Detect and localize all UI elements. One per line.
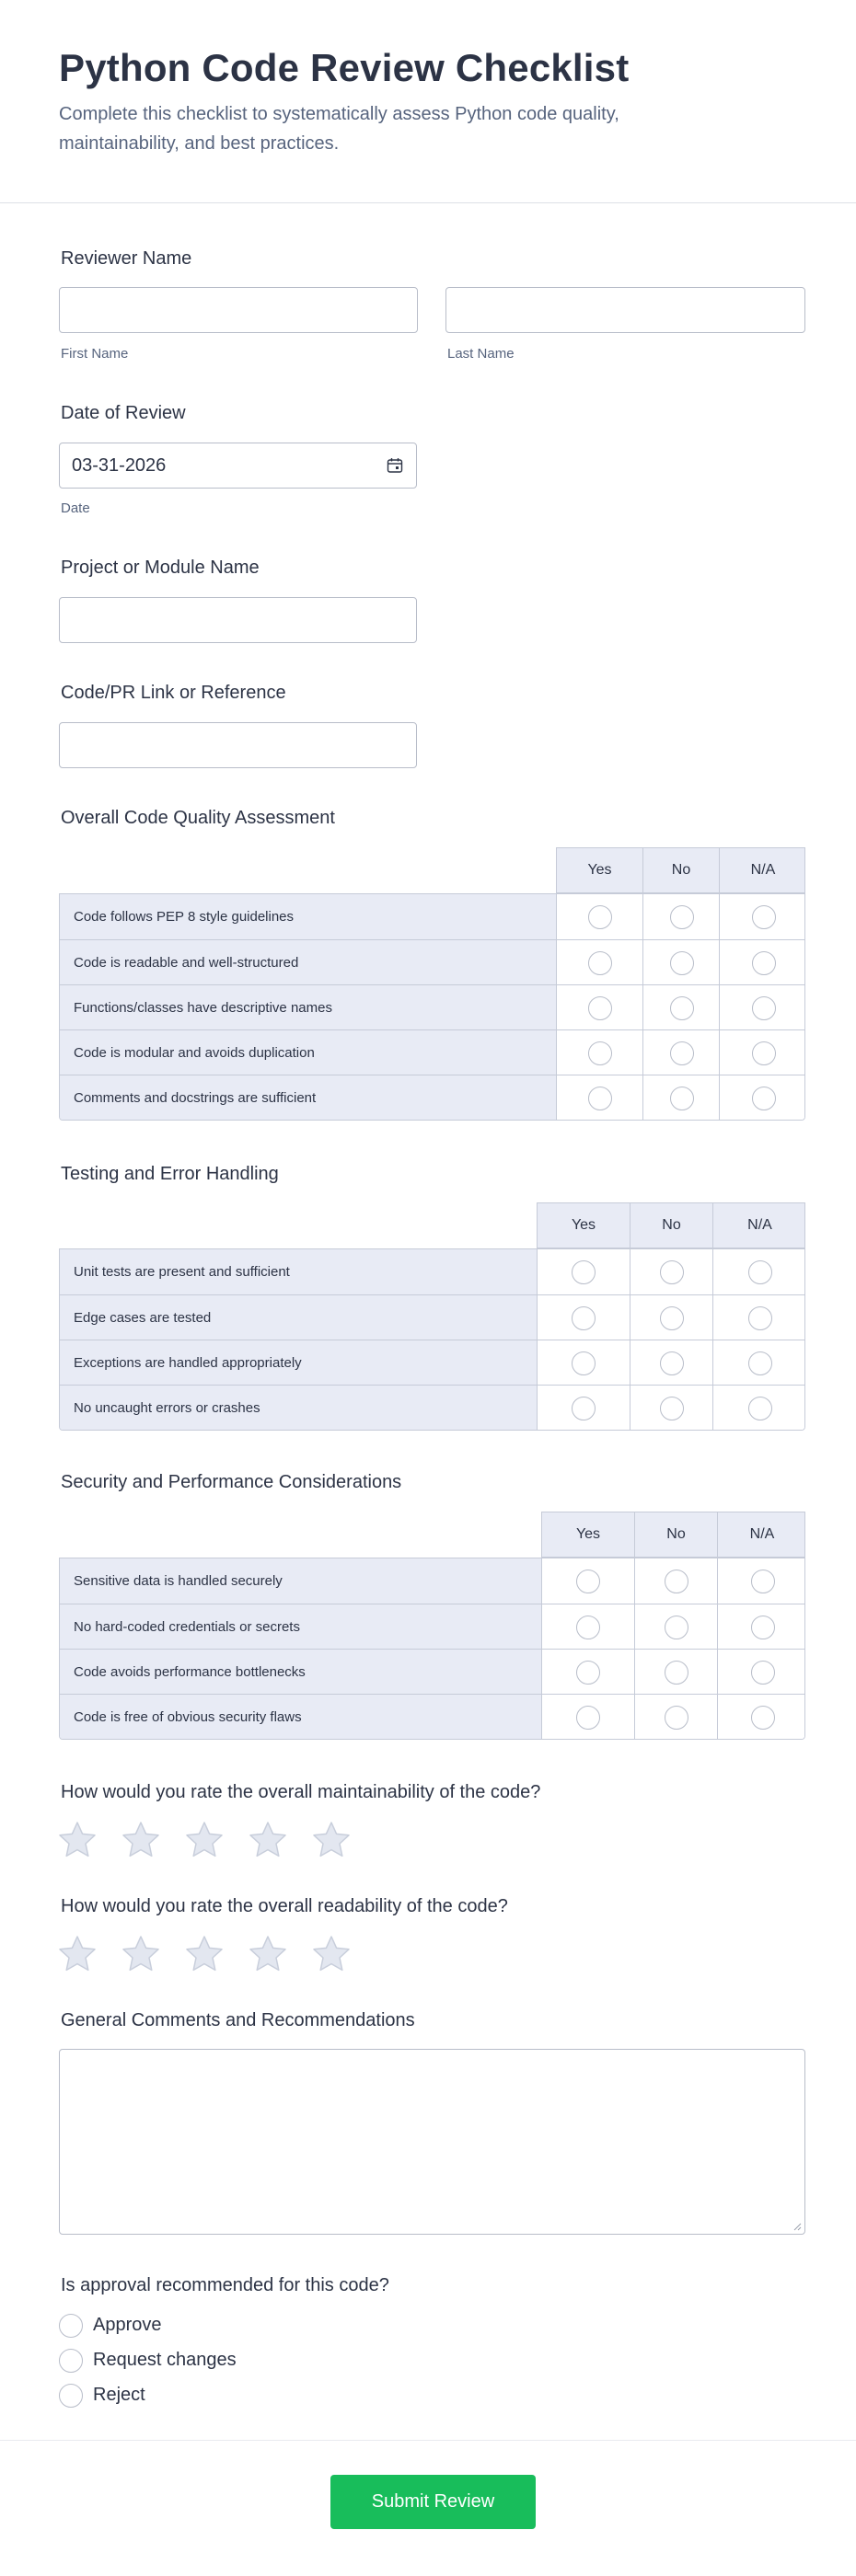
table-row [60,939,804,984]
matrix-cell [542,1695,634,1740]
readability-rating-label: How would you rate the overall readability of the code? [61,1896,508,1916]
matrix-cell [630,1249,712,1294]
matrix-cell [712,1295,805,1340]
last-name-sublabel: Last Name [447,346,515,362]
star-icon[interactable] [184,1820,225,1860]
approval-option-label: Approve [93,2315,162,2335]
quality-matrix-body [59,893,805,1121]
matrix-cell [712,1340,805,1386]
matrix-cell [557,1030,642,1075]
matrix-cell [538,1340,630,1386]
calendar-icon[interactable] [387,457,403,474]
matrix-cell [634,1604,717,1650]
radio-button[interactable] [59,2314,83,2338]
form-title: Python Code Review Checklist [59,46,630,89]
table-row [60,1340,804,1385]
star-icon[interactable] [248,1820,288,1860]
row-label: Code is readable and well-structured [60,940,557,985]
matrix-cell [542,1650,634,1695]
radio-no[interactable] [660,1260,684,1284]
matrix-cell [719,1030,805,1075]
approval-option-label: Request changes [93,2350,237,2370]
quality-matrix-header [556,847,805,893]
table-row [60,1029,804,1075]
radio-yes[interactable] [576,1661,600,1685]
matrix-cell [712,1249,805,1294]
matrix-cell [717,1650,805,1695]
security-matrix-body [59,1558,805,1740]
matrix-cell [557,1075,642,1121]
star-icon[interactable] [311,1820,352,1860]
radio-yes[interactable] [588,996,612,1020]
matrix-cell [642,1075,719,1121]
code-reference-label: Code/PR Link or Reference [61,683,286,703]
matrix-cell [642,985,719,1030]
column-header-no: No [630,1203,712,1248]
radio-na[interactable] [751,1661,775,1685]
row-label: Code avoids performance bottlenecks [60,1650,542,1695]
radio-yes[interactable] [572,1260,596,1284]
resize-grip-icon[interactable] [792,2222,802,2231]
radio-yes[interactable] [576,1570,600,1593]
approval-option-reject[interactable] [59,2384,335,2408]
radio-no[interactable] [670,951,694,975]
table-row [60,984,804,1029]
matrix-cell [717,1558,805,1604]
matrix-cell [717,1604,805,1650]
testing-matrix-label: Testing and Error Handling [61,1164,279,1184]
radio-no[interactable] [665,1706,688,1730]
matrix-cell [719,985,805,1030]
row-label: No uncaught errors or crashes [60,1386,538,1431]
testing-matrix [59,1202,805,1431]
review-date-sublabel: Date [61,500,90,516]
radio-na[interactable] [748,1306,772,1330]
column-header-no: No [634,1512,717,1557]
radio-yes[interactable] [588,951,612,975]
radio-na[interactable] [752,1041,776,1065]
row-label: Sensitive data is handled securely [60,1558,542,1604]
last-name-input[interactable] [445,287,805,333]
radio-no[interactable] [665,1570,688,1593]
radio-no[interactable] [670,1041,694,1065]
review-date-label: Date of Review [61,403,186,423]
column-header-n-a: N/A [712,1203,806,1248]
maintainability-star-rating [57,1820,370,1860]
security-matrix [59,1512,805,1740]
radio-yes[interactable] [572,1351,596,1375]
table-row [60,1294,804,1340]
radio-na[interactable] [752,905,776,929]
form-header [0,0,856,203]
reviewer-name-label: Reviewer Name [61,248,192,269]
radio-no[interactable] [670,1087,694,1110]
radio-no[interactable] [660,1397,684,1420]
radio-no[interactable] [660,1351,684,1375]
review-date-value: 03-31-2026 [72,455,167,476]
table-row [60,1604,804,1649]
matrix-cell [557,985,642,1030]
matrix-cell [719,894,805,939]
approval-option-request-changes[interactable] [59,2349,335,2373]
quality-matrix-label: Overall Code Quality Assessment [61,808,335,828]
row-label: Functions/classes have descriptive names [60,985,557,1030]
row-label: Edge cases are tested [60,1295,538,1340]
table-row [60,1385,804,1430]
radio-na[interactable] [748,1260,772,1284]
first-name-sublabel: First Name [61,346,129,362]
radio-na[interactable] [748,1397,772,1420]
security-matrix-header [541,1512,805,1558]
row-label: Exceptions are handled appropriately [60,1340,538,1386]
matrix-cell [642,1030,719,1075]
star-icon[interactable] [121,1934,161,1974]
row-label: Code is modular and avoids duplication [60,1030,557,1075]
table-row [60,1649,804,1694]
radio-no[interactable] [665,1661,688,1685]
star-icon[interactable] [248,1934,288,1974]
star-icon[interactable] [311,1934,352,1974]
row-label: No hard-coded credentials or secrets [60,1604,542,1650]
matrix-cell [717,1695,805,1740]
quality-matrix [59,847,805,1121]
matrix-cell [542,1604,634,1650]
matrix-cell [719,940,805,985]
testing-matrix-header [537,1202,805,1248]
radio-no[interactable] [660,1306,684,1330]
radio-button[interactable] [59,2384,83,2408]
matrix-cell [630,1295,712,1340]
matrix-cell [719,1075,805,1121]
star-icon[interactable] [57,1820,98,1860]
radio-yes[interactable] [576,1616,600,1639]
radio-no[interactable] [670,996,694,1020]
radio-no[interactable] [665,1616,688,1639]
approval-label: Is approval recommended for this code? [61,2275,389,2295]
row-label: Code is free of obvious security flaws [60,1695,542,1740]
approval-option-approve[interactable] [59,2314,335,2338]
table-row [60,1249,804,1294]
column-header-yes: Yes [571,1217,596,1233]
form-footer [0,2440,856,2576]
matrix-cell [634,1695,717,1740]
star-icon[interactable] [57,1934,98,1974]
row-label: Code follows PEP 8 style guidelines [60,894,557,939]
table-row [60,1075,804,1120]
first-name-input[interactable] [59,287,418,333]
star-icon[interactable] [121,1820,161,1860]
matrix-cell [630,1340,712,1386]
radio-yes[interactable] [588,905,612,929]
radio-na[interactable] [748,1351,772,1375]
radio-yes[interactable] [572,1306,596,1330]
radio-na[interactable] [751,1570,775,1593]
comments-label: General Comments and Recommendations [61,2010,415,2030]
row-label: Comments and docstrings are sufficient [60,1075,557,1121]
radio-na[interactable] [751,1706,775,1730]
matrix-cell [634,1558,717,1604]
matrix-cell [557,940,642,985]
matrix-cell [557,894,642,939]
matrix-cell [634,1650,717,1695]
column-header-n-a: N/A [717,1512,806,1557]
submit-review-button[interactable]: Submit Review [330,2475,536,2529]
star-icon[interactable] [184,1934,225,1974]
row-label: Unit tests are present and sufficient [60,1249,538,1294]
matrix-cell [538,1249,630,1294]
matrix-cell [538,1386,630,1431]
maintainability-rating-label: How would you rate the overall maintainability of the code? [61,1782,541,1802]
readability-star-rating [57,1934,370,1974]
radio-yes[interactable] [576,1706,600,1730]
radio-yes[interactable] [588,1087,612,1110]
matrix-cell [542,1558,634,1604]
column-header-yes: Yes [587,862,612,878]
approval-option-label: Reject [93,2385,145,2405]
radio-yes[interactable] [588,1041,612,1065]
matrix-cell [630,1386,712,1431]
radio-button[interactable] [59,2349,83,2373]
column-header-yes: Yes [575,1526,601,1542]
code-reference-input[interactable] [59,722,417,768]
column-header-n-a: N/A [719,848,806,892]
form-subtitle: Complete this checklist to systematically assess Python code quality, maintainability, and best practices. [59,104,619,154]
security-matrix-label: Security and Performance Considerations [61,1472,402,1492]
testing-matrix-body [59,1248,805,1431]
table-row [60,1558,804,1604]
radio-na[interactable] [752,996,776,1020]
project-name-input[interactable] [59,597,417,643]
radio-na[interactable] [752,951,776,975]
project-name-label: Project or Module Name [61,558,260,578]
column-header-no: No [642,848,719,892]
radio-na[interactable] [752,1087,776,1110]
matrix-cell [712,1386,805,1431]
review-date-input[interactable] [59,443,417,489]
table-row [60,894,804,939]
radio-no[interactable] [670,905,694,929]
radio-na[interactable] [751,1616,775,1639]
comments-textarea[interactable] [59,2049,805,2235]
matrix-cell [538,1295,630,1340]
matrix-cell [642,894,719,939]
table-row [60,1694,804,1739]
matrix-cell [642,940,719,985]
radio-yes[interactable] [572,1397,596,1420]
